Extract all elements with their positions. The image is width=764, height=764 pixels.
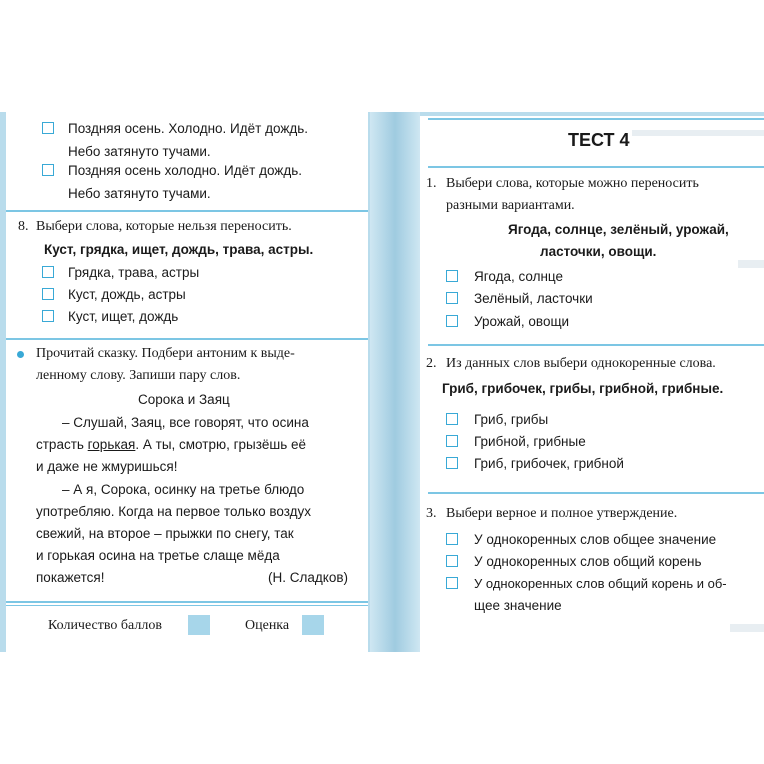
bullet-dot bbox=[17, 351, 24, 358]
highlighted-word: горькая bbox=[87, 437, 136, 452]
q8-option-2-checkbox[interactable] bbox=[42, 288, 54, 300]
q7-option-1-line1: Поздняя осень. Холодно. Идёт дождь. bbox=[68, 121, 309, 136]
q2-option-1-checkbox[interactable] bbox=[446, 413, 458, 425]
separator bbox=[6, 338, 368, 340]
q1-prompt-line1: Выбери слова, которые можно переносить bbox=[446, 176, 699, 191]
q7-option-2-line2: Небо затянуто тучами. bbox=[68, 186, 211, 201]
left-page bbox=[6, 112, 368, 652]
test-title: ТЕСТ 4 bbox=[568, 130, 630, 150]
story-line2-start: страсть bbox=[36, 437, 88, 452]
separator bbox=[428, 492, 764, 494]
task-prompt-line1: Прочитай сказку. Подбери антоним к выде- bbox=[36, 346, 295, 361]
q7-option-2-line1: Поздняя осень холодно. Идёт дождь. bbox=[68, 163, 303, 178]
q2-option-2-label: Грибной, грибные bbox=[474, 434, 586, 449]
q3-option-3-label: У однокоренных слов общий корень и об- bbox=[474, 576, 727, 591]
task-prompt-line2: ленному слову. Запиши пару слов. bbox=[36, 368, 241, 383]
q3-prompt: Выбери верное и полное утверждение. bbox=[446, 506, 678, 521]
q8-option-1-label: Грядка, трава, астры bbox=[68, 265, 200, 280]
grade-label: Оценка bbox=[245, 618, 290, 633]
q2-prompt: Из данных слов выбери однокоренные слова. bbox=[446, 356, 716, 371]
story-line1: – Слушай, Заяц, все говорят, что осина bbox=[62, 415, 309, 430]
q7-option-1-checkbox[interactable] bbox=[42, 122, 54, 134]
q1-number: 1. bbox=[426, 176, 437, 191]
q1-option-1-checkbox[interactable] bbox=[446, 270, 458, 282]
q3-option-2-checkbox[interactable] bbox=[446, 555, 458, 567]
story-line2-end: . А ты, смотрю, грызёшь её bbox=[135, 437, 307, 452]
q1-option-2-checkbox[interactable] bbox=[446, 292, 458, 304]
story-line4: – А я, Сорока, осинку на третье блюдо bbox=[62, 482, 305, 497]
q7-option-2-checkbox[interactable] bbox=[42, 164, 54, 176]
q1-option-1-label: Ягода, солнце bbox=[474, 269, 564, 284]
bleed-through bbox=[632, 130, 764, 136]
score-label: Количество баллов bbox=[48, 618, 162, 633]
q3-option-1-label: У однокоренных слов общее значение bbox=[474, 532, 717, 547]
q1-option-2-label: Зелёный, ласточки bbox=[474, 291, 593, 306]
story-line3: и даже не жмуришься! bbox=[36, 459, 178, 474]
separator bbox=[6, 605, 368, 606]
separator bbox=[428, 118, 764, 120]
story-line2 bbox=[36, 437, 306, 453]
q2-option-2-checkbox[interactable] bbox=[446, 435, 458, 447]
q2-option-3-checkbox[interactable] bbox=[446, 457, 458, 469]
q3-option-1-checkbox[interactable] bbox=[446, 533, 458, 545]
workbook-spread bbox=[0, 112, 764, 652]
q8-option-2-label: Куст, дождь, астры bbox=[68, 287, 186, 302]
q3-option-3-checkbox[interactable] bbox=[446, 577, 458, 589]
q1-words-line1: Ягода, солнце, зелёный, урожай, bbox=[508, 222, 729, 237]
story-line6: свежий, на второе – прыжки по снегу, так bbox=[36, 526, 294, 541]
story-author: (Н. Сладков) bbox=[268, 570, 348, 585]
q2-words: Гриб, грибочек, грибы, грибной, грибные. bbox=[442, 381, 724, 396]
q3-option-3-continuation: щее значение bbox=[474, 598, 562, 613]
q2-option-1-label: Гриб, грибы bbox=[474, 412, 549, 427]
q2-number: 2. bbox=[426, 356, 437, 371]
q7-option-1-line2: Небо затянуто тучами. bbox=[68, 144, 211, 159]
separator bbox=[428, 166, 764, 168]
grade-box[interactable] bbox=[302, 615, 324, 635]
q3-option-2-label: У однокоренных слов общий корень bbox=[474, 554, 702, 569]
right-page bbox=[420, 116, 764, 652]
q2-option-3-label: Гриб, грибочек, грибной bbox=[474, 456, 624, 471]
separator bbox=[6, 601, 368, 603]
score-box[interactable] bbox=[188, 615, 210, 635]
q1-option-3-checkbox[interactable] bbox=[446, 315, 458, 327]
bleed-through bbox=[730, 624, 764, 632]
story-title: Сорока и Заяц bbox=[138, 392, 230, 407]
q8-prompt: Выбери слова, которые нельзя переносить. bbox=[36, 219, 292, 234]
q3-number: 3. bbox=[426, 506, 437, 521]
q8-words: Куст, грядка, ищет, дождь, трава, астры. bbox=[44, 242, 314, 257]
q8-number: 8. bbox=[18, 219, 29, 234]
story-line5: употребляю. Когда на первое только воздух bbox=[36, 504, 312, 519]
bleed-through bbox=[738, 260, 764, 268]
q8-option-3-label: Куст, ищет, дождь bbox=[68, 309, 179, 324]
separator bbox=[6, 210, 368, 212]
book-gutter bbox=[370, 112, 420, 652]
q1-option-3-label: Урожай, овощи bbox=[474, 314, 570, 329]
q8-option-3-checkbox[interactable] bbox=[42, 310, 54, 322]
q8-option-1-checkbox[interactable] bbox=[42, 266, 54, 278]
q1-prompt-line2: разными вариантами. bbox=[446, 198, 575, 213]
separator bbox=[428, 344, 764, 346]
story-line7: и горькая осина на третье слаще мёда bbox=[36, 548, 280, 563]
story-line8: покажется! bbox=[36, 570, 105, 585]
q1-words-line2: ласточки, овощи. bbox=[540, 244, 657, 259]
